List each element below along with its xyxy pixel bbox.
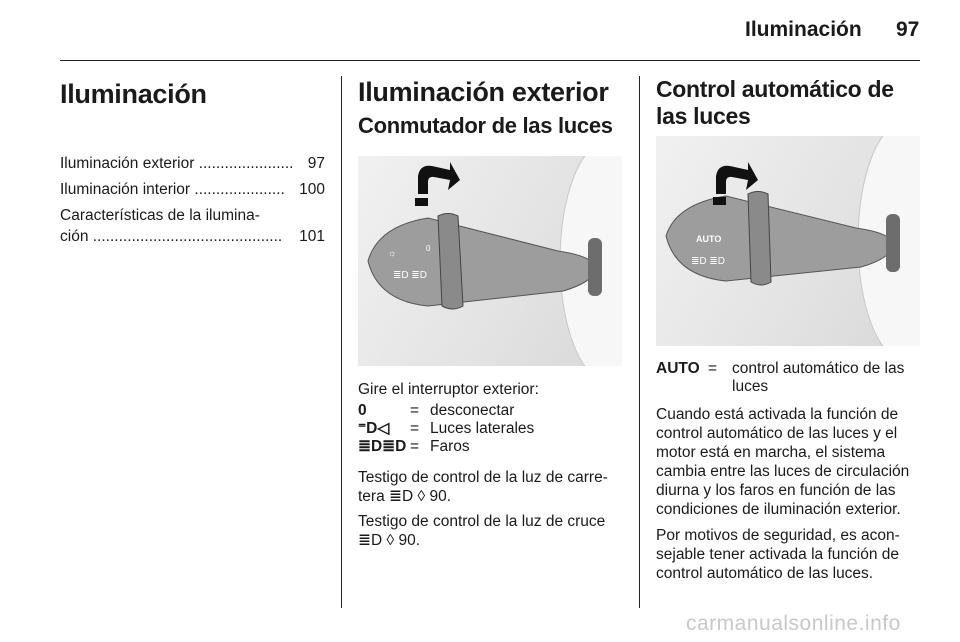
column-exterior-lighting [358, 76, 623, 550]
off-symbol: 0 [358, 402, 367, 419]
auto-light-switch-drawing [656, 136, 920, 346]
toc-entry-label: ción ............................................ [60, 228, 283, 245]
chapter-title: Iluminación [60, 79, 207, 109]
toc-entry[interactable] [60, 205, 325, 226]
header-rule [60, 60, 920, 61]
definition-row [358, 420, 623, 438]
intro-text: Gire el interruptor exterior: [358, 381, 539, 398]
toc-entry[interactable] [60, 226, 325, 247]
high-beam-text: Testigo de control de la luz de carre-tera ≣D ◊ 90. [358, 469, 608, 505]
definition-text: Faros [430, 438, 470, 455]
svg-text:≣D ≣D: ≣D ≣D [691, 256, 725, 267]
auto-definition-list [656, 360, 920, 396]
toc-entry-page: 101 [299, 228, 325, 245]
page-number: 97 [896, 18, 920, 41]
equals-sign: = [410, 420, 420, 437]
watermark: carmanualsonline.info [686, 612, 901, 635]
definition-text: desconectar [430, 402, 515, 419]
section-title: Control automático de las luces [656, 76, 894, 129]
side-lights-icon: ⁼D◁ [358, 420, 390, 437]
definition-text: control automático de las luces [732, 360, 905, 395]
auto-symbol: AUTO [656, 360, 700, 377]
section-title: Iluminación exterior [358, 77, 609, 107]
auto-light-switch-illustration [656, 136, 920, 346]
column-toc [60, 76, 325, 252]
column-divider-1 [341, 76, 342, 608]
toc-entry[interactable] [60, 179, 325, 200]
equals-sign: = [410, 402, 420, 419]
equals-sign: = [410, 438, 420, 455]
table-of-contents [60, 153, 325, 247]
definition-text: Luces laterales [430, 420, 535, 437]
auto-description-text: Cuando está activada la función de control automático de las luces y el motor está en marcha, el sistema cambia entre las luces de circulación diurna y los faros en función de las condiciones de iluminación exterior. [656, 406, 910, 518]
svg-text:0: 0 [426, 244, 431, 253]
toc-entry[interactable] [60, 153, 325, 174]
equals-sign: = [708, 360, 718, 377]
svg-text:☼: ☼ [388, 248, 397, 258]
toc-entry-page: 97 [307, 155, 325, 172]
headlights-icon: ≣D≣D [358, 438, 407, 455]
light-switch-illustration [358, 156, 622, 366]
definition-row [358, 402, 623, 420]
light-switch-drawing [358, 156, 622, 366]
safety-advice-text: Por motivos de seguridad, es acon-sejable tener activada la función de control automático de las luces. [656, 527, 900, 582]
switch-positions-list [358, 402, 623, 456]
toc-entry-label: Iluminación exterior ...................... [60, 155, 294, 172]
svg-text:AUTO: AUTO [696, 234, 722, 244]
definition-row [656, 360, 920, 396]
subsection-title: Conmutador de las luces [358, 113, 613, 138]
toc-entry-page: 100 [299, 181, 325, 198]
low-beam-text: Testigo de control de la luz de cruce ≣D ◊ 90. [358, 513, 606, 549]
svg-text:≣D ≣D: ≣D ≣D [393, 270, 427, 281]
page-header-title: Iluminación [745, 18, 862, 41]
toc-entry-label: Iluminación interior ..................... [60, 181, 285, 198]
toc-entry-label: Características de la ilumina- [60, 207, 260, 224]
definition-row [358, 438, 623, 456]
column-auto-light-control [656, 76, 920, 583]
column-divider-2 [639, 76, 640, 608]
